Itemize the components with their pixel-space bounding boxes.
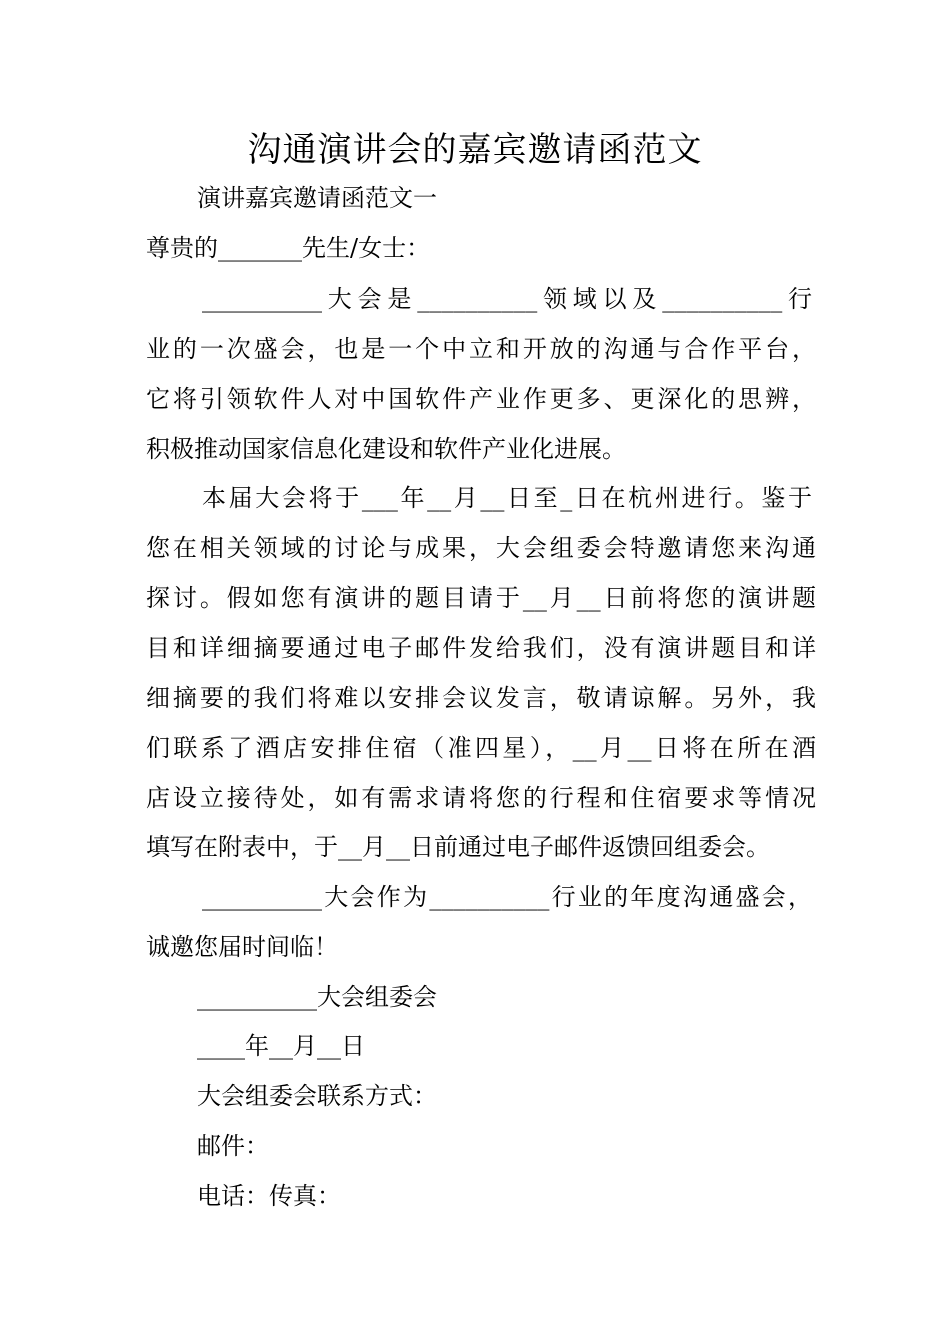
paragraph-2-line-2: 您在相关领域的讨论与成果，大会组委会特邀请您来沟通	[146, 534, 816, 562]
signature-date: ____年__月__日	[197, 1032, 365, 1060]
paragraph-1-line-3: 它将引领软件人对中国软件产业作更多、更深化的思辨，	[146, 385, 816, 413]
paragraph-2-line-1: 本届大会将于___年__月__日至_日在杭州进行。鉴于	[202, 484, 812, 512]
paragraph-1-line-1: __________大会是__________领域以及__________行	[202, 285, 812, 313]
paragraph-1-line-2: 业的一次盛会，也是一个中立和开放的沟通与合作平台，	[146, 335, 816, 363]
signature: __________大会组委会	[197, 983, 437, 1011]
paragraph-2-line-3: 探讨。假如您有演讲的题目请于__月__日前将您的演讲题	[146, 584, 816, 612]
paragraph-3-line-2: 诚邀您届时间临！	[146, 933, 338, 961]
salutation: 尊贵的_______先生/女士：	[146, 234, 431, 262]
paragraph-2-line-5: 细摘要的我们将难以安排会议发言，敬请谅解。另外，我	[146, 684, 816, 712]
email-label: 邮件：	[197, 1132, 269, 1160]
phone-fax-label: 电话：传真：	[197, 1182, 341, 1210]
paragraph-2-line-8: 填写在附表中，于__月__日前通过电子邮件返馈回组委会。	[146, 833, 770, 861]
paragraph-3-line-1: __________大会作为__________行业的年度沟通盛会，	[202, 883, 812, 911]
document-subtitle: 演讲嘉宾邀请函范文一	[197, 184, 437, 212]
paragraph-2-line-6: 们联系了酒店安排住宿（准四星），__月__日将在所在酒	[146, 734, 816, 762]
paragraph-2-line-7: 店设立接待处，如有需求请将您的行程和住宿要求等情况	[146, 784, 816, 812]
paragraph-1-line-4: 积极推动国家信息化建设和软件产业化进展。	[146, 435, 626, 463]
contact-heading: 大会组委会联系方式：	[197, 1082, 437, 1110]
paragraph-2-line-4: 目和详细摘要通过电子邮件发给我们，没有演讲题目和详	[146, 634, 816, 662]
document-title: 沟通演讲会的嘉宾邀请函范文	[247, 130, 703, 170]
